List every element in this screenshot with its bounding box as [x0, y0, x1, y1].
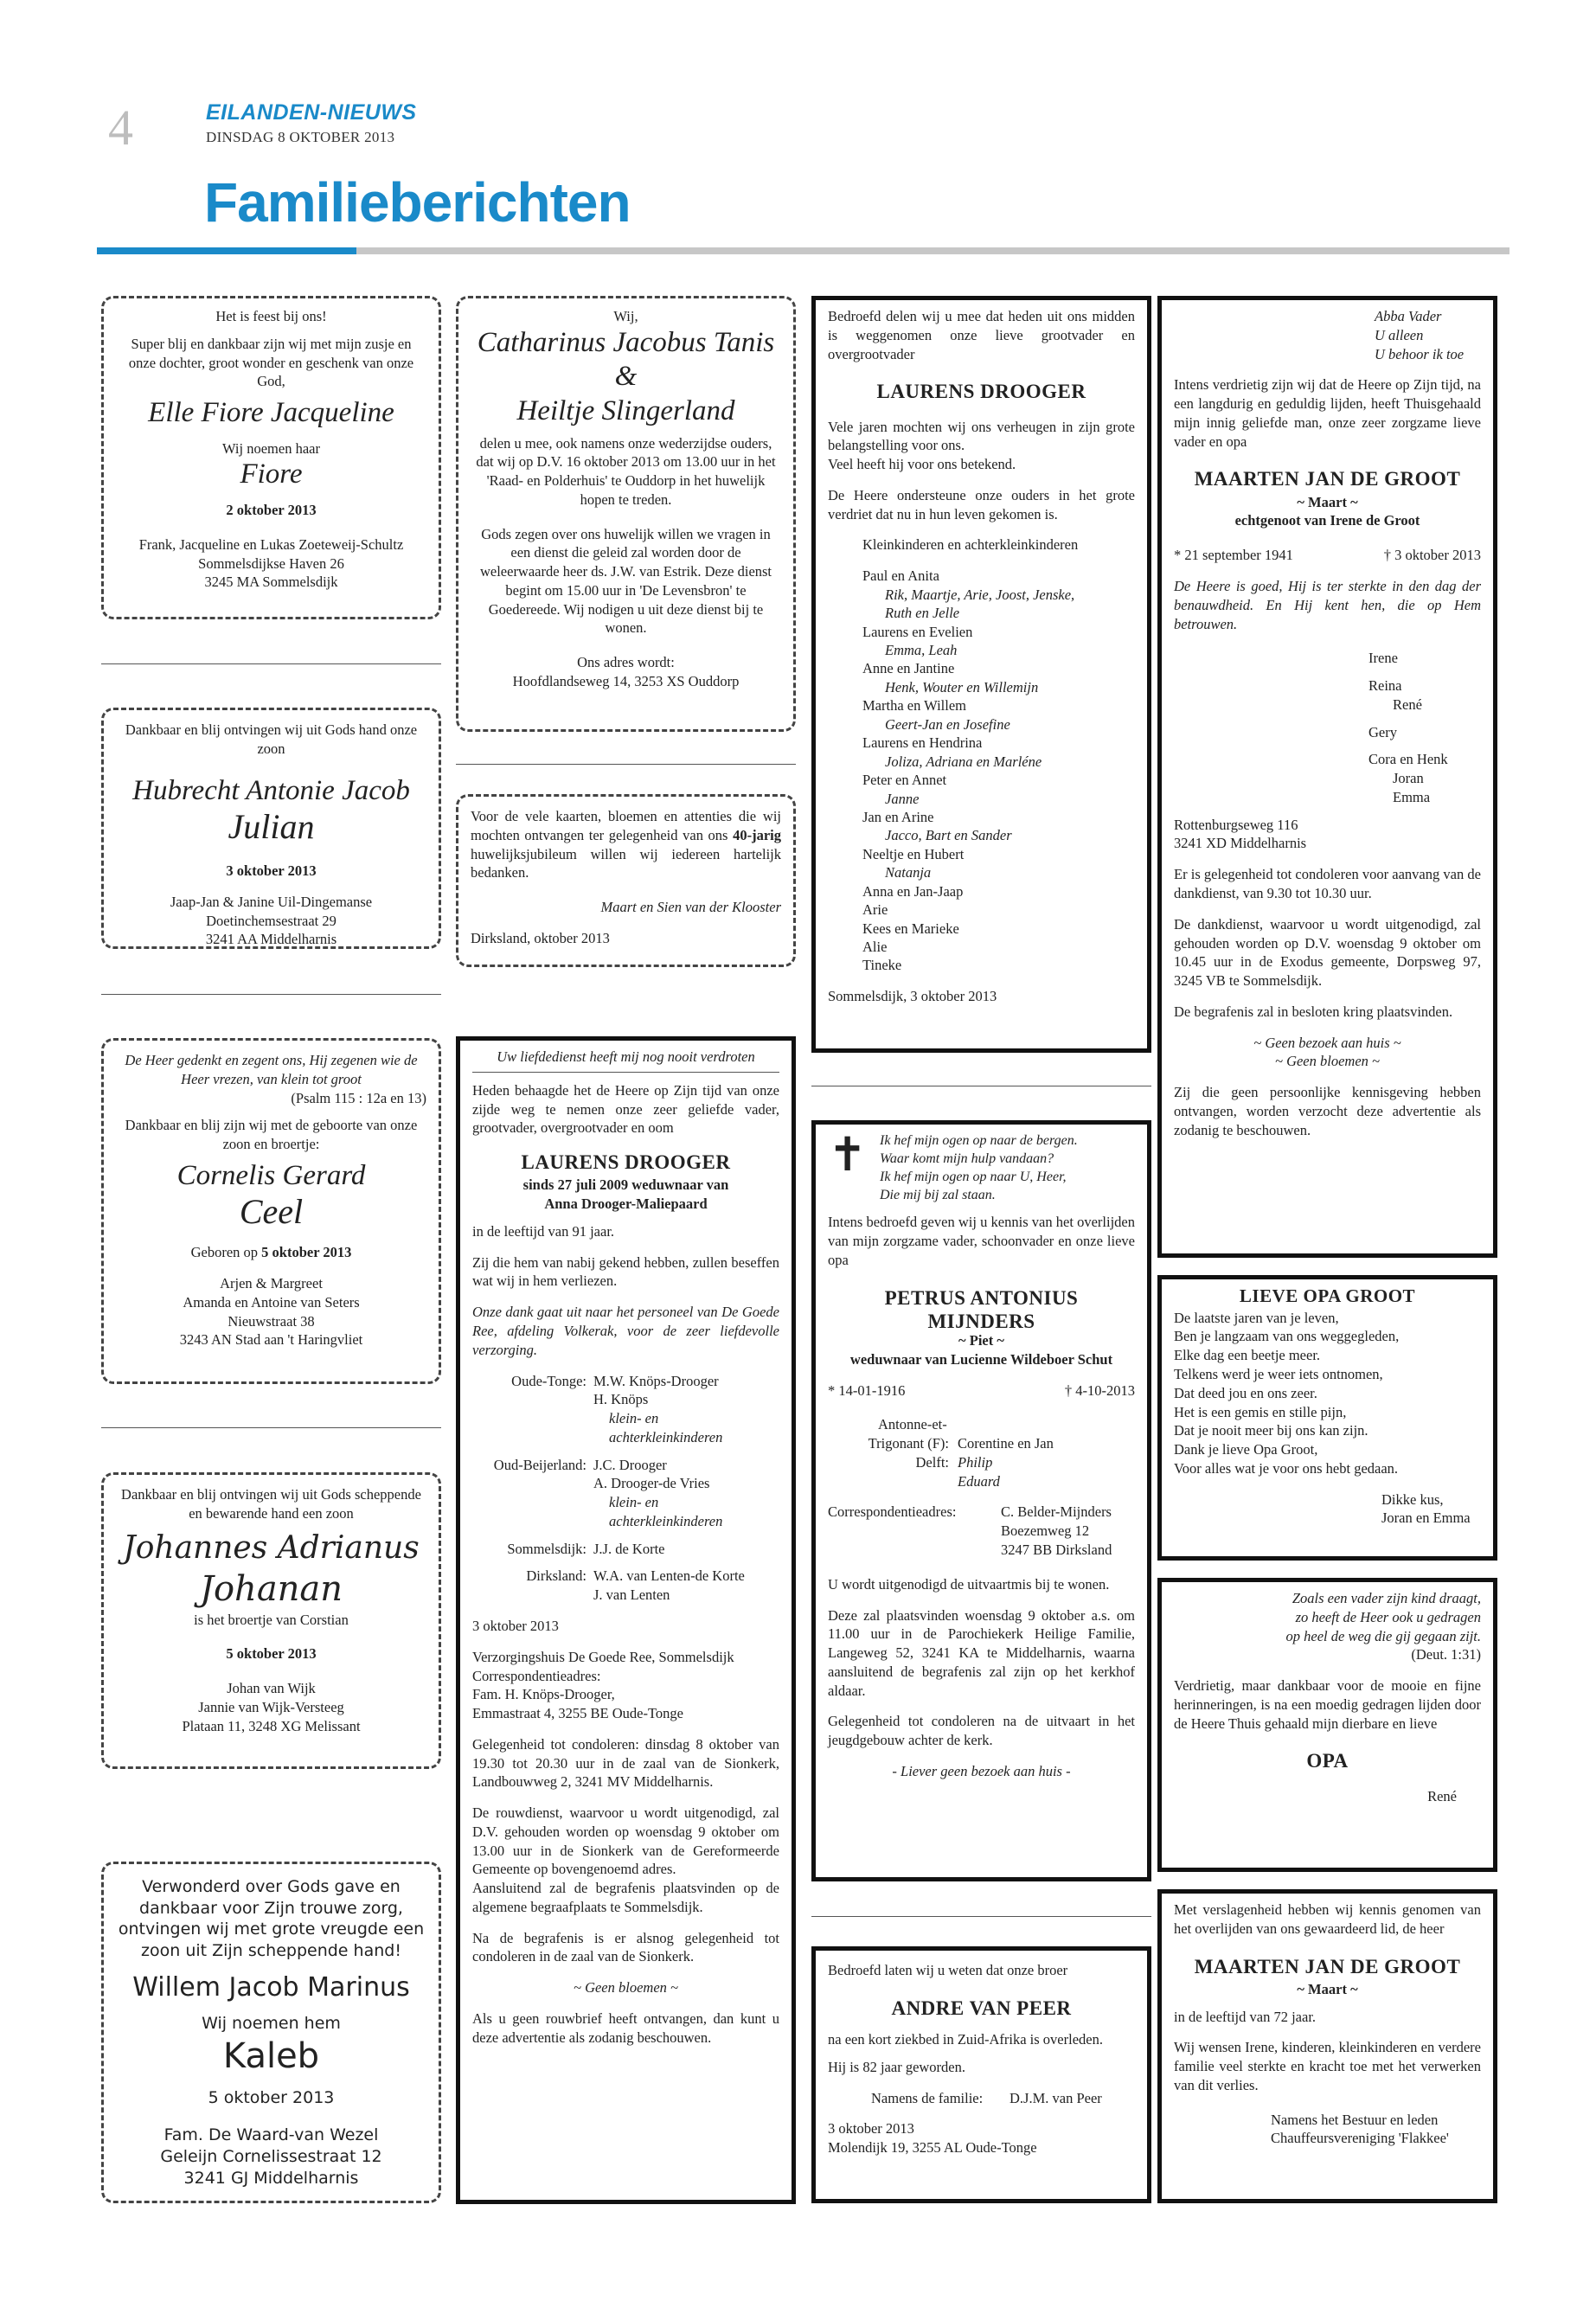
- poem-line: Voor alles wat je voor ons hebt gedaan.: [1174, 1459, 1399, 1477]
- place-label: Dirksland:: [526, 1567, 586, 1585]
- bible-quote: [1174, 1589, 1481, 1645]
- family-row: [828, 1453, 1135, 1472]
- family-row: [472, 1540, 779, 1559]
- address: Plataan 11, 3248 XG Melissant: [182, 1717, 361, 1734]
- poem-lieve-opa-groot: [1157, 1275, 1497, 1561]
- family-row: [472, 1372, 779, 1391]
- birth-date: 5 oktober 2013: [226, 1645, 317, 1663]
- quote-line: Abba Vader: [1375, 308, 1442, 324]
- wedding-announcement: [456, 296, 796, 732]
- poem-line: Telkens werd je weer iets ontnomen,: [1174, 1366, 1383, 1383]
- section-rule: [356, 247, 1509, 254]
- birth-date-value: 5 oktober 2013: [261, 1244, 352, 1261]
- bible-quote: De Heere is goed, Hij is ter sterkte in den dag der benauwdheid. En Hij kent hen, die op Hem betrouwen.: [1174, 578, 1481, 632]
- ampersand: &: [614, 361, 638, 393]
- family-name: Alie: [862, 939, 888, 955]
- family-row: [828, 1434, 1135, 1453]
- family-name: Anne en Jantine: [862, 660, 955, 677]
- ad-text: is het broertje van Corstian: [194, 1611, 349, 1628]
- place-label: Oud-Beijerland:: [493, 1456, 586, 1473]
- ad-text: U wordt uitgenodigd de uitvaartmis bij te wonen.: [828, 1575, 1110, 1593]
- section-title: Familieberichten: [204, 171, 631, 234]
- divider: [456, 764, 796, 765]
- birth-date: * 14-01-1916: [828, 1381, 906, 1399]
- poem-line: Dat deed jou en ons zeer.: [1174, 1384, 1317, 1401]
- family-member: Irene: [1368, 650, 1398, 667]
- place-label: Antonne-et-: [878, 1416, 947, 1433]
- birth-announcement-ceel: [101, 1038, 441, 1384]
- age: in de leeftijd van 72 jaar.: [1174, 2008, 1317, 2025]
- ad-text: Heden behaagde het de Heere op Zijn tijd van onze zijde weg te nemen onze zeer geliefde vader, grootvader, overgrootvader en oom: [472, 1081, 779, 1137]
- signature-row: [828, 2089, 1135, 2108]
- bible-quote: De Heer gedenkt en zegent ons, Hij zegenen wie de Heer vrezen, van klein tot groot: [125, 1052, 418, 1087]
- parents: Jannie van Wijk-Versteeg: [198, 1698, 344, 1715]
- family-member: Emma: [1393, 788, 1431, 805]
- signature: Joran en Emma: [1381, 1509, 1471, 1527]
- condolence-info: Gelegenheid tot condoleren: dinsdag 8 oktober van 19.30 tot 20.30 uur in de zaal van de Sionkerk, Landbouwweg 2, 3241 MV Middelharnis.: [472, 1735, 779, 1791]
- spouse-of: echtgenoot van Irene de Groot: [1234, 512, 1420, 529]
- family-member: J.J. de Korte: [593, 1540, 665, 1557]
- family-name: Kees en Marieke: [862, 920, 959, 937]
- address: Doetinchemsestraat 29: [206, 912, 337, 929]
- poem-line: De laatste jaren van je leven,: [1174, 1309, 1339, 1326]
- ad-text: Zij die hem van nabij gekend hebben, zullen beseffen wat wij in hem verliezen.: [472, 1253, 779, 1290]
- family-name: Tineke: [862, 957, 902, 974]
- quote: [1174, 307, 1481, 363]
- child-nickname: Fiore: [240, 458, 303, 490]
- family-children: Joliza, Adriana en Marléne: [885, 753, 1042, 770]
- child-nickname: Julian: [228, 807, 315, 847]
- quote-line: Waar komt mijn hulp vandaan?: [880, 1151, 1054, 1167]
- deceased-name: MIJNDERS: [927, 1311, 1035, 1333]
- quote-line: Ik hef mijn ogen op naar de bergen.: [880, 1133, 1078, 1148]
- condolence-info: Er is gelegenheid tot condoleren voor aanvang van de dankdienst, van 9.30 tot 10.30 uur.: [1174, 866, 1481, 901]
- address-line: C. Belder-Mijnders: [1001, 1503, 1112, 1521]
- birth-announcement-kaleb: [101, 1862, 441, 2203]
- ad-text: Intens bedroefd geven wij u kennis van het overlijden van mijn zorgzame vader, schoonvader en onze lieve opa: [828, 1214, 1135, 1268]
- deceased-name: ANDRE VAN PEER: [891, 1997, 1072, 2019]
- address: Emmastraat 4, 3255 BE Oude-Tonge: [472, 1705, 683, 1722]
- ad-text: Veel heeft hij voor ons betekend.: [828, 456, 1016, 473]
- child-nickname: Ceel: [239, 1192, 304, 1232]
- deceased-name: LAURENS DROOGER: [876, 381, 1086, 403]
- family-row: [472, 1567, 779, 1586]
- deceased-name: MAARTEN JAN DE GROOT: [1194, 468, 1461, 490]
- parents: Fam. De Waard-van Wezel: [163, 2125, 379, 2145]
- ad-text: Vele jaren mochten wij ons verheugen in zijn grote belangstelling voor ons.: [828, 418, 1135, 454]
- signature: Dikke kus,: [1381, 1490, 1444, 1508]
- spouse-name: Anna Drooger-Maliepaard: [544, 1195, 708, 1213]
- ad-text: Gods zegen over ons huwelijk willen we vragen in een dienst die geleid zal worden door de weleerwaarde heer ds. J.W. van Estrik. Deze dienst begint om 15.00 uur in 'De Levensbron' te Goedereede. Wij nodigen u uit deze dienst bij te wonen.: [479, 525, 772, 637]
- divider: [811, 1916, 1151, 1917]
- groom-name: Catharinus Jacobus Tanis: [477, 326, 775, 358]
- deceased-name: LAURENS DROOGER: [521, 1151, 731, 1174]
- birth-date: 5 oktober 2013: [208, 2088, 335, 2108]
- poem-line: Dank je lieve Opa Groot,: [1174, 1441, 1318, 1458]
- family-member: Corentine en Jan: [958, 1435, 1054, 1452]
- child-name: Cornelis Gerard: [176, 1159, 366, 1191]
- address: 3245 MA Sommelsdijk: [204, 574, 338, 591]
- service-info: De dankdienst, waarvoor u wordt uitgenodigd, zal gehouden worden op D.V. woensdag 9 oktober om 10.45 uur in de Exodus gemeente, Dorpsweg 97, 3245 VB te Sommelsdijk.: [1174, 915, 1481, 990]
- quote-line: U alleen: [1375, 326, 1424, 343]
- child-nickname: Kaleb: [222, 2036, 320, 2077]
- family-name: Laurens en Evelien: [862, 623, 973, 640]
- poem-line: Het is een gemis en stille pijn,: [1174, 1403, 1347, 1420]
- ad-text: Wij,: [613, 308, 638, 324]
- quote-block: [828, 1131, 1135, 1204]
- address: Geleijn Cornelissestraat 12: [160, 2146, 382, 2166]
- ad-text: De Heere ondersteune onze ouders in het grote verdriet dat nu in hun leven gekomen is.: [828, 486, 1135, 522]
- no-flowers: ~ Geen bloemen ~: [574, 1979, 678, 1997]
- family-member: René: [1393, 695, 1422, 713]
- family-name: Neeltje en Hubert: [862, 845, 965, 862]
- child-name: Johannes Adrianus: [123, 1529, 420, 1566]
- poem-title: LIEVE OPA GROOT: [1239, 1285, 1416, 1306]
- nickname: ~ Maart ~: [1297, 1980, 1358, 1997]
- quote-line: zo heeft de Heer ook u gedragen: [1295, 1608, 1481, 1625]
- family-member: J. van Lenten: [593, 1586, 670, 1604]
- family-name: Arie: [862, 901, 888, 919]
- family-member: Philip: [958, 1453, 993, 1471]
- age: Hij is 82 jaar geworden.: [828, 2058, 965, 2075]
- family-list: [1174, 649, 1481, 806]
- family-member: A. Drooger-de Vries: [593, 1475, 710, 1492]
- divider: [472, 1072, 779, 1073]
- family-children: Emma, Leah: [885, 642, 958, 658]
- ad-text: Dankbaar en blij ontvingen wij uit Gods hand onze zoon: [125, 721, 418, 757]
- cross-icon: ✝: [828, 1129, 868, 1181]
- quote-line: op heel de weg die gij gegaan zijt.: [1285, 1627, 1481, 1644]
- poem-line: Elke dag een beetje meer.: [1174, 1347, 1321, 1364]
- deceased-name: MAARTEN JAN DE GROOT: [1194, 1955, 1461, 1977]
- family-children: Natanja: [885, 864, 932, 881]
- widower-of: weduwnaar van Lucienne Wildeboer Schut: [849, 1350, 1113, 1368]
- family-member: Joran: [1393, 770, 1424, 787]
- birth-date: 2 oktober 2013: [226, 502, 317, 519]
- ad-text: Ons adres wordt:: [577, 654, 675, 671]
- quote: Uw liefdedienst heeft mij nog nooit verdroten: [497, 1048, 755, 1065]
- address: 3241 AA Middelharnis: [205, 931, 337, 948]
- quote-line: Zoals een vader zijn kind draagt,: [1292, 1590, 1481, 1606]
- life-dates: [1174, 546, 1481, 565]
- family-name: Paul en Anita: [862, 567, 939, 585]
- address: Sommelsdijkse Haven 26: [198, 554, 344, 572]
- signature: D.J.M. van Peer: [1010, 2089, 1102, 2106]
- correspondence-label: Correspondentieadres:: [828, 1503, 957, 1521]
- ad-text: Dankbaar en blij ontvingen wij uit Gods scheppende en bewarende hand een zoon: [121, 1486, 421, 1522]
- place-label: Trigonant (F):: [868, 1435, 949, 1452]
- quote-line: U behoor ik toe: [1375, 345, 1465, 362]
- family-children: Ruth en Jelle: [885, 605, 960, 622]
- family-list: [472, 1372, 779, 1605]
- ad-text: Met verslagenheid hebben wij kennis genomen van het overlijden van ons gewaardeerd lid, de heer: [1174, 1901, 1481, 1937]
- ad-text: Bedroefd laten wij u weten dat onze broer: [828, 1962, 1068, 1978]
- family-member: W.A. van Lenten-de Korte: [593, 1567, 745, 1585]
- ad-text: Het is feest bij ons!: [215, 308, 327, 324]
- address: 3241 XD Middelharnis: [1174, 835, 1307, 852]
- address: 3241 GJ Middelharnis: [183, 2168, 359, 2188]
- family-member: Eduard: [958, 1472, 1000, 1490]
- ad-text: Intens verdrietig zijn wij dat de Heere op Zijn tijd, na een langdurig en geduldig lijden, heeft Thuisgehaald mijn innig geliefde man, onze zeer zorgzame lieve vader en opa: [1174, 376, 1481, 450]
- ad-text-part: huwelijksjubileum willen wij iedereen hartelijk bedanken.: [471, 845, 781, 881]
- deceased-name: OPA: [1306, 1750, 1349, 1772]
- child-name: Elle Fiore Jacqueline: [148, 397, 394, 429]
- parents: Jaap-Jan & Janine Uil-Dingemanse: [170, 893, 373, 910]
- section-rule-accent: [97, 247, 356, 254]
- issue-date: DINSDAG 8 OKTOBER 2013: [206, 129, 395, 145]
- psalm-quote: [880, 1131, 1078, 1204]
- condolence-info: Gelegenheid tot condoleren na de uitvaart in het jeugdgebouw achter de kerk.: [828, 1713, 1135, 1749]
- condolence-chauffeursvereniging: [1157, 1889, 1497, 2203]
- ad-text: Wij noemen hem: [202, 2013, 341, 2033]
- death-date: † 3 oktober 2013: [1383, 547, 1481, 564]
- obituary-maarten-de-groot: [1157, 296, 1497, 1258]
- quote-line: Ik hef mijn ogen op naar U, Heer,: [880, 1170, 1067, 1185]
- place-label: Sommelsdijk:: [507, 1540, 586, 1557]
- family-member: J.C. Drooger: [593, 1456, 667, 1473]
- correspondence-address: [1001, 1503, 1112, 1559]
- family-name: Laurens en Hendrina: [862, 734, 983, 752]
- family-name: Anna en Jan-Jaap: [862, 882, 964, 900]
- child-name: Hubrecht Antonie Jacob: [132, 774, 410, 806]
- divider: [101, 994, 441, 995]
- family-member: Reina: [1368, 677, 1402, 695]
- address: Rottenburgseweg 116: [1174, 816, 1298, 833]
- family-member: klein- en: [609, 1494, 659, 1511]
- bible-reference: (Psalm 115 : 12a en 13): [291, 1089, 426, 1106]
- family-name: Jan en Arine: [862, 808, 934, 825]
- family-member: Gery: [1368, 723, 1397, 740]
- obituary-opa: [1157, 1578, 1497, 1872]
- address: Molendijk 19, 3255 AL Oude-Tonge: [828, 2139, 1037, 2157]
- obituary-petrus-mijnders: [811, 1120, 1151, 1881]
- poem-line: Ben je langzaam van ons weggegleden,: [1174, 1328, 1400, 1345]
- address-line: 3247 BB Dirksland: [1001, 1541, 1112, 1558]
- obituary-laurens-drooger-family: [456, 1036, 796, 2204]
- family: Amanda en Antoine van Seters: [183, 1293, 360, 1311]
- place-date: Sommelsdijk, 3 oktober 2013: [828, 987, 997, 1004]
- birth-announcement-johanan: [101, 1472, 441, 1769]
- ad-text: Als u geen rouwbrief heeft ontvangen, dan kunt u deze advertentie als zodanig beschouwen.: [472, 2009, 779, 2046]
- ad-text: Na de begrafenis is er alsnog gelegenheid tot condoleren in de zaal van de Sionkerk.: [472, 1929, 779, 1965]
- birth-date: 3 oktober 2013: [226, 862, 317, 880]
- address: 3243 AN Stad aan 't Haringvliet: [179, 1331, 363, 1349]
- family-member: [472, 1390, 779, 1409]
- place-label: Delft:: [915, 1453, 949, 1471]
- service-info: De rouwdienst, waarvoor u wordt uitgenodigd, zal D.V. gehouden worden op woensdag 9 oktober om 13.00 uur in de Sionkerk van de Gereformeerde Gemeente op bovengenoemd adres.: [472, 1804, 779, 1878]
- grandchildren-list: [828, 567, 1135, 975]
- signature: Maart en Sien van der Klooster: [600, 899, 781, 916]
- poem-line: Dat je nooit meer bij ons kan zijn.: [1174, 1422, 1368, 1439]
- ad-text: Verwonderd over Gods gave en dankbaar voor Zijn trouwe zorg, ontvingen wij met grote vreugde een zoon uit Zijn scheppende hand!: [118, 1877, 425, 1961]
- birth-announcement-fiore: [101, 296, 441, 619]
- address: Hoofdlandseweg 14, 3253 XS Ouddorp: [512, 672, 740, 689]
- signature: René: [1427, 1787, 1457, 1804]
- family-member: achterkleinkinderen: [609, 1512, 723, 1529]
- nickname: ~ Piet ~: [958, 1332, 1004, 1349]
- correspondence: [828, 1503, 1135, 1559]
- signature: Namens het Bestuur en leden: [1271, 2111, 1439, 2128]
- no-visits: ~ Geen bezoek aan huis ~: [1253, 1034, 1401, 1051]
- ad-text: [471, 807, 781, 882]
- family-row: [472, 1456, 779, 1475]
- parents: Johan van Wijk: [227, 1680, 316, 1697]
- ad-text: Correspondentieadres:: [472, 1667, 601, 1684]
- service-info: Deze zal plaatsvinden woensdag 9 oktober a.s. om 11.00 uur in de Parochiekerk Heilige Familie, Langeweg 52, 3241 KA te Middelharnis, waarna aansluitend de begrafenis zal zijn op het kerkhof aldaar.: [828, 1606, 1135, 1699]
- bible-reference: (Deut. 1:31): [1411, 1646, 1481, 1663]
- address: Fam. H. Knöps-Drooger,: [472, 1686, 615, 1703]
- ad-text: Wij wensen Irene, kinderen, kleinkinderen en verdere familie veel sterkte en kracht toe met het verwerken van dit verlies.: [1174, 2039, 1481, 2093]
- nickname: ~ Maart ~: [1297, 493, 1358, 510]
- burial-info: De begrafenis zal in besloten kring plaatsvinden.: [1174, 1003, 1453, 1020]
- ad-text: Verdrietig, maar dankbaar voor de mooie en fijne herinneringen, is na een moedig gedragen lijden door de Heere Thuis gehaald mijn dierbare en lieve: [1174, 1677, 1481, 1732]
- divider: [101, 663, 441, 664]
- newspaper-logo: EILANDEN-NIEUWS: [206, 100, 417, 125]
- ad-text: Kleinkinderen en achterkleinkinderen: [862, 536, 1079, 554]
- deceased-name: PETRUS ANTONIUS: [884, 1286, 1079, 1309]
- life-dates: [828, 1381, 1135, 1400]
- divider: [101, 1427, 441, 1428]
- ad-text: Dankbaar en blij zijn wij met de geboorte van onze zoon en broertje:: [125, 1117, 418, 1153]
- ad-text: Super blij en dankbaar zijn wij met mijn zusje en onze dochter, groot wonder en geschenk van onze God,: [128, 335, 414, 390]
- date: 3 oktober 2013: [828, 2120, 914, 2138]
- no-visits: - Liever geen bezoek aan huis -: [892, 1762, 1071, 1779]
- address-line: Boezemweg 12: [1001, 1522, 1090, 1540]
- obituary-laurens-drooger-grandchildren: [811, 296, 1151, 1053]
- family-member-name: H. Knöps: [593, 1391, 649, 1408]
- address: Nieuwstraat 38: [228, 1312, 315, 1330]
- place-label: Oude-Tonge:: [511, 1372, 586, 1389]
- family-name: Martha en Willem: [862, 697, 966, 715]
- parents: Arjen & Margreet: [220, 1275, 323, 1292]
- thank-you-jubilee: [456, 794, 796, 967]
- page-number: 4: [108, 99, 133, 156]
- family-member: achterkleinkinderen: [609, 1428, 723, 1445]
- burial-info: Aansluitend zal de begrafenis plaatsvinden op de algemene begraafplaats te Sommelsdijk.: [472, 1880, 779, 1915]
- jubilee-years: 40-jarig: [733, 826, 782, 843]
- ad-text: Verzorgingshuis De Goede Ree, Sommelsdijk: [472, 1648, 734, 1665]
- gratitude: Onze dank gaat uit naar het personeel van De Goede Ree, afdeling Volkerak, voor de zeer liefdevolle verzorging.: [472, 1304, 779, 1358]
- family-children: Rik, Maartje, Arie, Joost, Jenske,: [885, 586, 1075, 603]
- ad-text-part: Voor de vele kaarten, bloemen en attenties die wij mochten ontvangen ter gelegenheid van ons: [471, 808, 781, 843]
- obituary-andre-van-peer: [811, 1946, 1151, 2203]
- signature: Chauffeursvereniging 'Flakkee': [1271, 2130, 1449, 2147]
- family-children: Janne: [885, 790, 920, 807]
- family-list: [828, 1415, 1135, 1490]
- no-flowers: ~ Geen bloemen ~: [1275, 1053, 1380, 1070]
- child-name: Willem Jacob Marinus: [132, 1971, 410, 2003]
- child-nickname: Johanan: [199, 1568, 343, 1609]
- widower-of: sinds 27 juli 2009 weduwnaar van: [522, 1176, 729, 1194]
- family-children: Geert-Jan en Josefine: [885, 715, 1010, 733]
- born-label: Geboren op: [190, 1244, 259, 1261]
- family-member: Cora en Henk: [1368, 751, 1448, 768]
- ad-text: Zij die geen persoonlijke kennisgeving hebben ontvangen, worden verzocht deze advertentie als zodanig te beschouwen.: [1174, 1084, 1481, 1138]
- ad-text: delen u mee, ook namens onze wederzijdse ouders, dat wij op D.V. 16 oktober 2013 om 13.00 uur in het 'Raad- en Polderhuis' te Ouddorp in het huwelijk hopen te treden.: [476, 434, 776, 508]
- family-member: klein- en: [609, 1410, 659, 1427]
- death-date: † 4-10-2013: [1064, 1381, 1135, 1399]
- birth-date: * 21 september 1941: [1174, 547, 1293, 564]
- ad-text: Bedroefd delen wij u mee dat heden uit ons midden is weggenomen onze lieve grootvader en overgrootvader: [828, 308, 1135, 362]
- place-date: Dirksland, oktober 2013: [471, 929, 610, 946]
- family-children: Henk, Wouter en Willemijn: [885, 678, 1039, 695]
- signature-label: Namens de familie:: [871, 2089, 984, 2106]
- birth-announcement-julian: [101, 708, 441, 949]
- parents: Frank, Jacqueline en Lukas Zoeteweij-Schultz: [138, 535, 404, 553]
- date: 3 oktober 2013: [472, 1617, 559, 1634]
- family-member: M.W. Knöps-Drooger: [593, 1372, 719, 1389]
- family-name: Peter en Annet: [862, 772, 947, 789]
- age: in de leeftijd van 91 jaar.: [472, 1222, 615, 1240]
- bride-name: Heiltje Slingerland: [516, 394, 735, 426]
- family-children: Jacco, Bart en Sander: [885, 827, 1012, 844]
- quote-line: Die mij bij zal staan.: [880, 1188, 996, 1203]
- birth-date: [116, 1243, 426, 1262]
- ad-text: Wij noemen haar: [222, 439, 320, 457]
- ad-text: na een kort ziekbed in Zuid-Afrika is overleden.: [828, 2031, 1103, 2048]
